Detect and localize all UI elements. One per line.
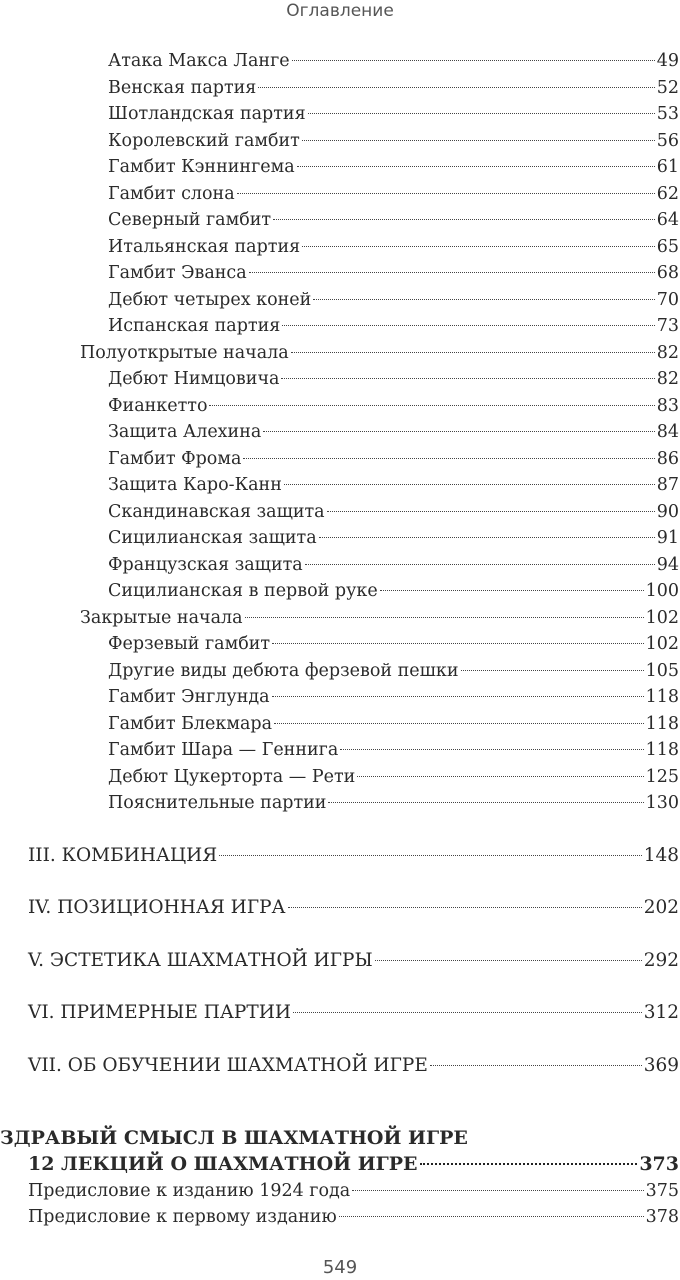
toc-entry-page: 118	[645, 687, 679, 707]
toc-entry	[0, 393, 680, 420]
toc-entry-page: 61	[656, 157, 679, 177]
toc-entry	[0, 1000, 680, 1027]
toc-entry	[0, 711, 680, 738]
leader-dots	[461, 670, 644, 671]
toc-entry-page: 373	[639, 1153, 679, 1175]
toc-entry-title: IV. ПОЗИЦИОННАЯ ИГРА	[28, 897, 286, 918]
toc-entry-page: 102	[645, 634, 679, 654]
leader-dots	[319, 537, 655, 538]
leader-dots	[288, 907, 642, 908]
toc-entry-title: Итальянская партия	[108, 236, 301, 257]
leader-dots	[339, 1216, 644, 1217]
toc-entry-page: 90	[656, 501, 679, 522]
toc-entry	[0, 1178, 680, 1205]
toc-entry-page: 94	[656, 554, 679, 575]
leader-dots	[340, 749, 643, 750]
leader-dots	[430, 1065, 642, 1066]
toc-group-prefaces	[0, 1178, 680, 1231]
toc-entry-title: Закрытые начала	[80, 607, 243, 628]
toc-entry	[0, 101, 680, 128]
toc-entry-title: Фианкетто	[108, 395, 208, 416]
toc-entry-title: Скандинавская защита	[108, 501, 325, 522]
toc-group-closed	[0, 631, 680, 817]
toc-group-semi-open	[0, 366, 680, 605]
toc-entry-title: Северный гамбит	[108, 210, 272, 230]
toc-entry-title: Дебют Цукерторта — Рети	[108, 766, 356, 787]
toc-entry-page: 375	[645, 1180, 679, 1201]
toc-entry	[0, 631, 680, 658]
leader-dots	[272, 696, 644, 697]
toc-entry-title: V. ЭСТЕТИКА ШАХМАТНОЙ ИГРЫ	[28, 949, 373, 971]
leader-dots	[291, 352, 655, 353]
toc-entry-title: Испанская партия	[108, 316, 281, 336]
toc-entry	[0, 790, 680, 817]
toc-entry-page: 100	[645, 581, 679, 601]
toc-entry	[0, 1053, 680, 1080]
toc-entry	[0, 260, 680, 287]
leader-dots	[305, 564, 655, 565]
toc-entry	[0, 578, 680, 605]
toc-entry-title: Венская партия	[108, 77, 257, 98]
leader-dots	[292, 60, 655, 61]
toc-entry	[0, 154, 680, 181]
leader-dots	[209, 405, 654, 406]
toc-entry-title: Гамбит Блекмара	[108, 713, 273, 734]
leader-dots	[281, 378, 654, 379]
toc-entry-lectures	[0, 1151, 680, 1178]
toc-entry	[0, 181, 680, 208]
leader-dots	[272, 643, 644, 644]
toc-entry-title: Дебют четырех коней	[108, 289, 312, 310]
toc-entry-title: Пояснительные партии	[108, 793, 327, 813]
toc-entry-page: 148	[643, 844, 679, 866]
leader-dots	[375, 960, 642, 961]
toc-entry	[0, 525, 680, 552]
toc-entry	[0, 948, 680, 975]
toc-entry-title: Гамбит слона	[108, 183, 235, 204]
toc-entry-title: III. КОМБИНАЦИЯ	[28, 844, 218, 866]
table-of-contents	[0, 48, 680, 1231]
toc-entry	[0, 419, 680, 446]
toc-entry	[0, 48, 680, 75]
toc-entry	[0, 207, 680, 234]
toc-entry	[0, 128, 680, 155]
toc-entry-page: 105	[645, 660, 679, 681]
leader-dots	[420, 1163, 638, 1165]
toc-entry	[0, 313, 680, 340]
toc-entry-title: Защита Каро-Канн	[108, 475, 282, 495]
toc-entry-page: 64	[656, 210, 679, 230]
leader-dots	[327, 511, 655, 512]
toc-entry-page: 82	[656, 369, 679, 389]
toc-entry-page: 312	[643, 1002, 679, 1023]
toc-entry-title: Дебют Нимцовича	[108, 369, 280, 389]
toc-entry-semi-open	[0, 340, 680, 367]
toc-entry-page: 91	[656, 528, 679, 548]
toc-entry	[0, 287, 680, 314]
toc-chapters	[0, 843, 680, 1080]
leader-dots	[308, 113, 655, 114]
toc-entry-page: 52	[656, 77, 679, 98]
toc-entry-page: 118	[645, 740, 679, 760]
toc-entry-title: Защита Алехина	[108, 422, 262, 442]
toc-entry-page: 292	[643, 949, 679, 971]
toc-entry	[0, 843, 680, 870]
leader-dots	[302, 140, 655, 141]
toc-entry-page: 68	[656, 263, 679, 283]
toc-entry-title: Гамбит Кэннингема	[108, 157, 295, 177]
leader-dots	[357, 776, 643, 777]
toc-entry-page: 102	[645, 607, 679, 628]
toc-entry	[0, 472, 680, 499]
toc-entry-title: Атака Макса Ланге	[108, 51, 290, 71]
leader-dots	[352, 1190, 643, 1191]
leader-dots	[274, 723, 644, 724]
toc-entry-page: 83	[656, 395, 679, 416]
leader-dots	[237, 193, 655, 194]
toc-entry-page: 87	[656, 475, 679, 495]
leader-dots	[282, 325, 654, 326]
toc-entry-title: VI. ПРИМЕРНЫЕ ПАРТИИ	[28, 1002, 291, 1023]
toc-entry-page: 84	[656, 422, 679, 442]
toc-entry	[0, 234, 680, 261]
page-number: 549	[322, 1257, 358, 1278]
leader-dots	[284, 484, 655, 485]
toc-entry-page: 62	[656, 183, 679, 204]
leader-dots	[313, 299, 654, 300]
leader-dots	[219, 855, 641, 856]
toc-entry-title: Полуоткрытые начала	[80, 342, 289, 363]
leader-dots	[249, 272, 655, 273]
toc-entry-page: 49	[656, 51, 679, 71]
toc-entry-title: Предисловие к первому изданию	[28, 1207, 337, 1227]
toc-entry-title: Гамбит Энглунда	[108, 687, 270, 707]
toc-entry-page: 125	[645, 766, 679, 787]
leader-dots	[328, 802, 643, 803]
toc-entry	[0, 366, 680, 393]
toc-entry-title: Гамбит Эванса	[108, 263, 247, 283]
toc-entry-page: 56	[656, 130, 679, 151]
toc-entry-title: VII. ОБ ОБУЧЕНИИ ШАХМАТНОЙ ИГРЕ	[28, 1054, 428, 1076]
toc-entry-title: Сицилианская защита	[108, 528, 317, 548]
leader-dots	[258, 87, 654, 88]
toc-entry-title: Гамбит Фрома	[108, 448, 242, 469]
toc-entry-title: Предисловие к изданию 1924 года	[28, 1180, 351, 1201]
toc-entry	[0, 737, 680, 764]
toc-entry-page: 118	[645, 713, 679, 734]
toc-entry	[0, 895, 680, 922]
leader-dots	[243, 458, 654, 459]
toc-entry	[0, 499, 680, 526]
toc-entry-title: 12 ЛЕКЦИЙ О ШАХМАТНОЙ ИГРЕ	[28, 1153, 418, 1175]
toc-entry-page: 369	[643, 1054, 679, 1076]
leader-dots	[263, 431, 654, 432]
toc-entry-title: Королевский гамбит	[108, 130, 300, 151]
running-header: Оглавление	[286, 1, 394, 21]
toc-entry	[0, 552, 680, 579]
leader-dots	[380, 590, 644, 591]
toc-entry-page: 202	[643, 897, 679, 918]
toc-entry	[0, 75, 680, 102]
toc-entry	[0, 446, 680, 473]
toc-entry-page: 73	[656, 316, 679, 336]
toc-entry	[0, 684, 680, 711]
leader-dots	[297, 166, 655, 167]
leader-dots	[293, 1012, 642, 1013]
toc-entry-title: Ферзевый гамбит	[108, 634, 271, 654]
toc-group-open-games	[0, 48, 680, 340]
toc-entry-page: 53	[656, 104, 679, 124]
toc-entry	[0, 764, 680, 791]
toc-entry-page: 70	[656, 289, 679, 310]
toc-entry-title: Другие виды дебюта ферзевой пешки	[108, 660, 459, 681]
leader-dots	[245, 617, 644, 618]
toc-entry	[0, 658, 680, 685]
toc-entry-page: 86	[656, 448, 679, 469]
toc-entry-page: 378	[645, 1207, 679, 1227]
toc-entry	[0, 1204, 680, 1231]
toc-entry-page: 65	[656, 236, 679, 257]
leader-dots	[302, 246, 655, 247]
leader-dots	[273, 219, 655, 220]
book-title: ЗДРАВЫЙ СМЫСЛ В ШАХМАТНОЙ ИГРЕ	[0, 1127, 468, 1149]
toc-entry-title: Сицилианская в первой руке	[108, 581, 378, 601]
toc-entry-title: Французская защита	[108, 554, 303, 575]
toc-entry-page: 82	[656, 342, 679, 363]
toc-entry-title: Шотландская партия	[108, 104, 306, 124]
toc-entry-page: 130	[645, 793, 679, 813]
toc-entry-closed	[0, 605, 680, 632]
toc-entry-title: Гамбит Шара — Геннига	[108, 740, 339, 760]
